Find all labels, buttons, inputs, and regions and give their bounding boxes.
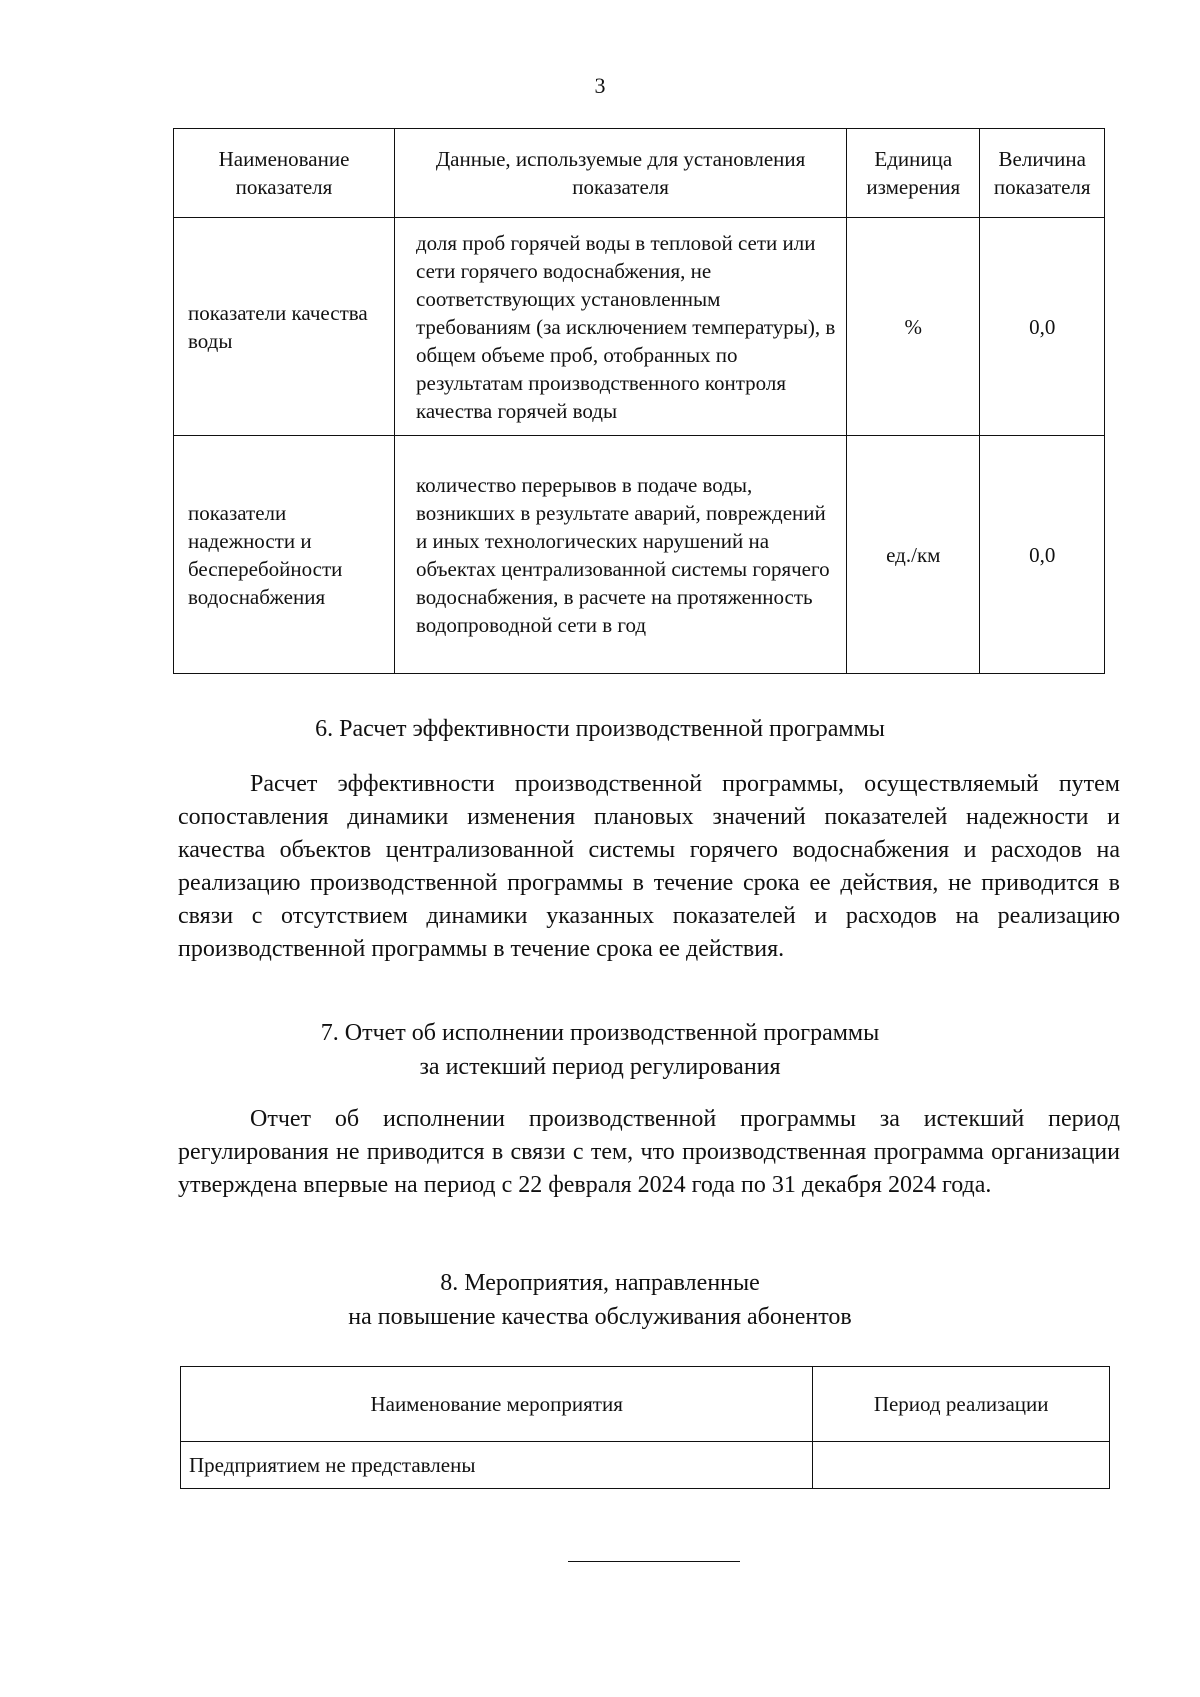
table-header-row — [174, 129, 1105, 218]
indicator-data-cell: количество перерывов в подаче воды, возникших в результате аварий, повреждений и иных технологических нарушений на объектах централизованной системы горячего водоснабжения, в расчете на протяженность водопроводной сети в год — [395, 436, 847, 674]
header-indicator-data: Данные, используемые для установления показателя — [395, 129, 847, 218]
footer-divider — [568, 1561, 740, 1562]
section-7-title-line1: 7. Отчет об исполнении производственной программы — [320, 1020, 880, 1046]
table-header-row — [181, 1367, 1110, 1442]
header-unit: Единица измерения — [847, 129, 980, 218]
section-6-text: Расчет эффективности производственной программы, осуществляемый путем сопоставления динамики изменения плановых значений показателей надежности и качества объектов централизованной системы горячего водоснабжения и расходов на реализацию производственной программы в течение срока ее действия, не приводится в связи с отсутствием динамики указанных показателей и расходов на реализацию производственной программы в течение срока ее действия. — [178, 771, 1120, 962]
measure-name-cell: Предприятием не представлены — [181, 1442, 813, 1489]
page-number: 3 — [594, 73, 606, 98]
indicator-data-cell: доля проб горячей воды в тепловой сети или сети горячего водоснабжения, не соответствующих установленным требованиям (за исключением температуры), в общем объеме проб, отобранных по результатам производственного контроля качества горячей воды — [395, 218, 847, 436]
section-6-title: 6. Расчет эффективности производственной программы — [315, 716, 885, 742]
measure-period-cell — [813, 1442, 1110, 1489]
indicator-value-cell: 0,0 — [980, 218, 1105, 436]
header-value: Величина показателя — [980, 129, 1105, 218]
section-8-title-line1: 8. Мероприятия, направленные — [440, 1270, 760, 1296]
indicator-value-cell: 0,0 — [980, 436, 1105, 674]
table-row — [174, 436, 1105, 674]
indicator-table — [173, 128, 1105, 674]
indicator-unit-cell: ед./км — [847, 436, 980, 674]
table-row — [174, 218, 1105, 436]
section-7-text: Отчет об исполнении производственной программы за истекший период регулирования не приводится в связи с тем, что производственная программа организации утверждена впервые на период с 22 февраля 2024 года по 31 декабря 2024 года. — [178, 1106, 1120, 1198]
indicator-name-cell: показатели качества воды — [174, 218, 395, 436]
section-8-title-line2: на повышение качества обслуживания абонентов — [348, 1304, 852, 1330]
indicator-unit-cell: % — [847, 218, 980, 436]
table-row — [181, 1442, 1110, 1489]
indicator-name-cell: показатели надежности и бесперебойности водоснабжения — [174, 436, 395, 674]
header-period: Период реализации — [813, 1367, 1110, 1442]
header-indicator-name: Наименование показателя — [174, 129, 395, 218]
section-7-title-line2: за истекший период регулирования — [419, 1054, 781, 1080]
measures-table — [180, 1366, 1110, 1489]
header-measure-name: Наименование мероприятия — [181, 1367, 813, 1442]
